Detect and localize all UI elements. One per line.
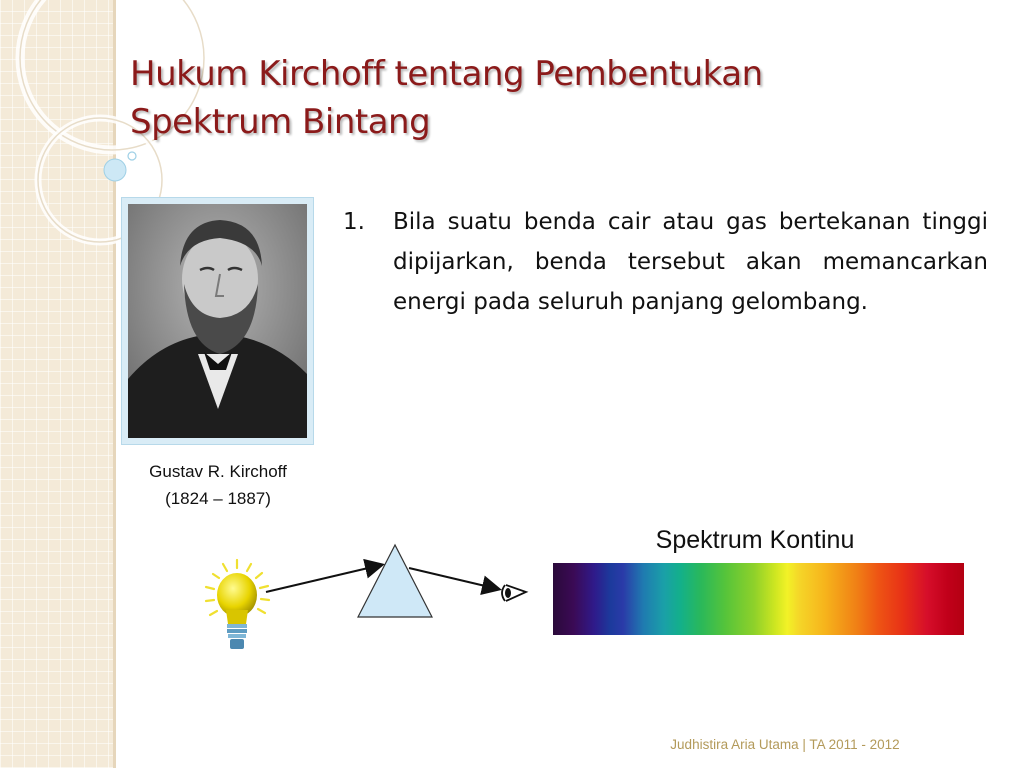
- bulb-base-tip: [230, 639, 244, 649]
- spectrum-label: Spektrum Kontinu: [655, 526, 855, 554]
- law-text: Bila suatu benda cair atau gas bertekanan tinggi dipijarkan, benda tersebut akan memancarkan energi pada seluruh panjang gelombang.: [393, 209, 988, 315]
- slide-title: [130, 50, 890, 146]
- eye-lid: [502, 585, 505, 601]
- bulb-neck: [226, 610, 248, 624]
- portrait-caption-years: (1824 – 1887): [165, 489, 271, 508]
- eye-pupil: [505, 588, 511, 598]
- continuous-spectrum-bar: [553, 563, 964, 635]
- incident-light-arrow: [266, 565, 381, 592]
- law-list-item: [343, 202, 988, 322]
- bulb-base-ring-2: [227, 629, 247, 633]
- bulb-base-ring-3: [228, 634, 246, 638]
- light-bulb-icon: [206, 560, 269, 649]
- portrait-frame: [121, 197, 314, 445]
- slide-title-line-1: Hukum Kirchoff tentang Pembentukan: [130, 54, 763, 94]
- eye-icon: [502, 585, 526, 601]
- refracted-light-arrow: [409, 568, 498, 589]
- portrait-caption: [116, 458, 320, 512]
- deco-dot-small: [128, 152, 136, 160]
- optics-diagram: [190, 540, 540, 660]
- law-number: 1.: [343, 209, 365, 235]
- slide-title-line-2: Spektrum Bintang: [130, 102, 431, 142]
- portrait-caption-name: Gustav R. Kirchoff: [149, 462, 287, 481]
- bulb-base-ring-1: [227, 624, 247, 628]
- deco-dot-blue: [104, 159, 126, 181]
- kirchhoff-portrait-image: [128, 204, 307, 438]
- prism-icon: [358, 545, 432, 617]
- slide-footer: Judhistira Aria Utama | TA 2011 - 2012: [670, 737, 900, 752]
